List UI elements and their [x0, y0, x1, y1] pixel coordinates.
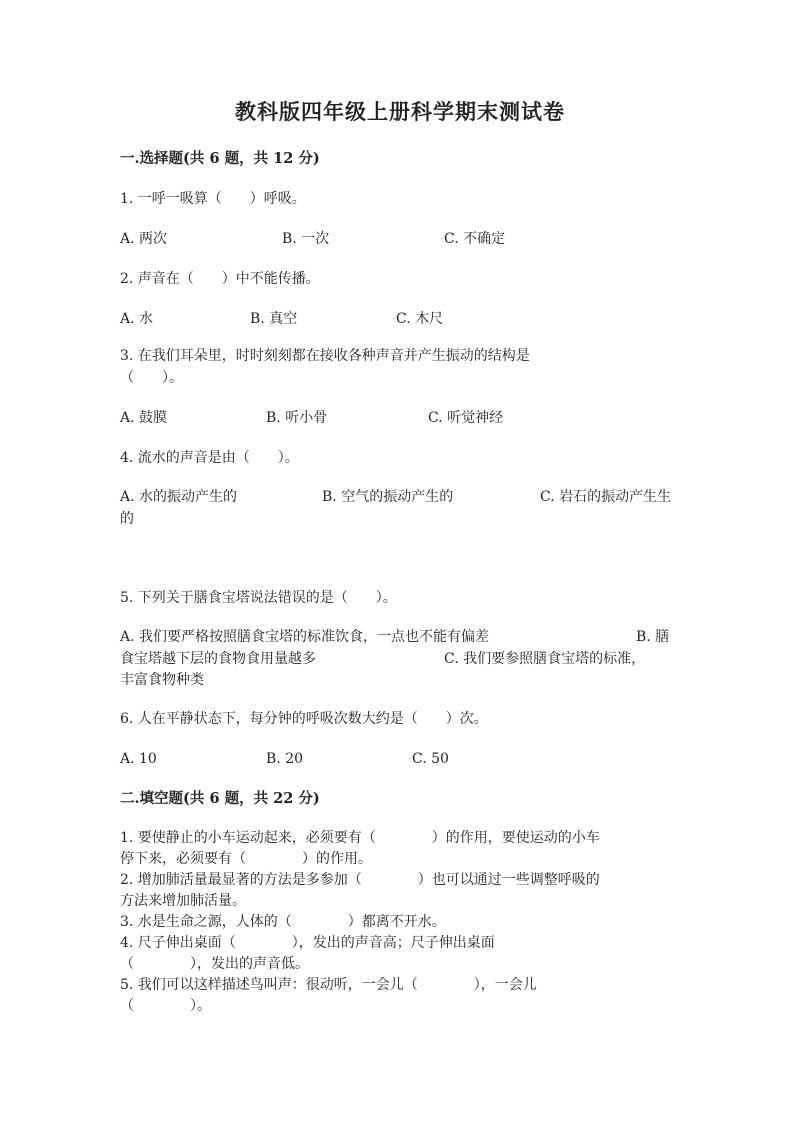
question-3-stem-line1: 3. 在我们耳朵里，时时刻刻都在接收各种声音并产生振动的结构是 — [120, 348, 530, 364]
fill-line-5: 3. 水是生命之源，人体的（ ）都离不开水。 — [120, 914, 446, 930]
question-4-option-a: A. 水的振动产生的 — [120, 489, 238, 505]
question-3-stem-line2: （ ）。 — [120, 370, 183, 386]
question-1-option-c: C. 不确定 — [444, 231, 506, 247]
question-2-option-a: A. 水 — [120, 311, 154, 327]
question-5-option-c-start: C. 我们要参照膳食宝塔的标准， — [444, 651, 646, 667]
question-4-option-c: C. 岩石的振动产生生 — [540, 489, 672, 505]
fill-line-2: 停下来，必须要有（ ）的作用。 — [120, 851, 372, 867]
question-6-option-c: C. 50 — [412, 751, 449, 767]
question-5-option-c-end: 丰富食物种类 — [120, 672, 204, 688]
question-6-stem: 6. 人在平静状态下，每分钟的呼吸次数大约是（ ）次。 — [120, 711, 488, 727]
fill-line-8: 5. 我们可以这样描述鸟叫声：很动听，一会儿（ ），一会儿 — [120, 977, 537, 993]
question-3-option-a: A. 鼓膜 — [120, 410, 168, 426]
fill-line-7: （ ），发出的声音低。 — [120, 956, 309, 972]
question-5-option-b-end: 食宝塔越下层的食物食用量越多 — [120, 651, 316, 667]
question-3-option-b: B. 听小骨 — [266, 410, 328, 426]
question-4-option-c-wrap: 的 — [120, 511, 134, 527]
question-3-option-c: C. 听觉神经 — [428, 410, 504, 426]
fill-line-6: 4. 尺子伸出桌面（ ），发出的声音高；尺子伸出桌面 — [120, 935, 495, 951]
question-2-option-c: C. 木尺 — [396, 311, 444, 327]
question-5-stem: 5. 下列关于膳食宝塔说法错误的是（ ）。 — [120, 590, 397, 606]
question-5-option-a: A. 我们要严格按照膳食宝塔的标准饮食，一点也不能有偏差 — [120, 629, 490, 645]
fill-line-9: （ ）。 — [120, 998, 211, 1014]
exam-title: 教科版四年级上册科学期末测试卷 — [235, 99, 565, 124]
question-6-option-b: B. 20 — [266, 751, 304, 767]
question-1-option-b: B. 一次 — [282, 231, 330, 247]
question-4-option-b: B. 空气的振动产生的 — [322, 489, 454, 505]
question-2-stem: 2. 声音在（ ）中不能传播。 — [120, 271, 320, 287]
section-heading-choice: 一.选择题(共 6 题，共 12 分) — [120, 150, 320, 167]
fill-line-1: 1. 要使静止的小车运动起来，必须要有（ ）的作用，要使运动的小车 — [120, 830, 600, 846]
section-heading-fill-blank: 二.填空题(共 6 题，共 22 分) — [120, 790, 320, 807]
question-1-stem: 1. 一呼一吸算（ ）呼吸。 — [120, 191, 306, 207]
question-2-option-b: B. 真空 — [250, 311, 298, 327]
question-5-option-b-start: B. 膳 — [636, 629, 670, 645]
question-4-stem: 4. 流水的声音是由（ ）。 — [120, 450, 299, 466]
fill-line-4: 方法来增加肺活量。 — [120, 893, 246, 909]
question-6-option-a: A. 10 — [120, 751, 157, 767]
fill-line-3: 2. 增加肺活量最显著的方法是多参加（ ）也可以通过一些调整呼吸的 — [120, 872, 600, 888]
question-1-option-a: A. 两次 — [120, 231, 168, 247]
